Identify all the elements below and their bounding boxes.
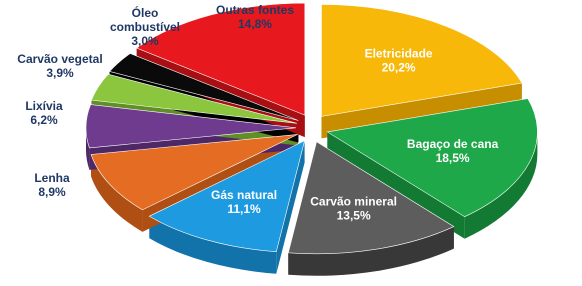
label-eletricidade: Eletricidade 20,2% [364, 46, 433, 75]
label-carvao-vegetal: Carvão vegetal 3,9% [17, 52, 103, 80]
label-lixivia: Lixívia 6,2% [25, 99, 63, 127]
label-lenha: Lenha 8,9% [34, 171, 70, 199]
label-bagaco-de-cana: Bagaço de cana 18,5% [406, 136, 499, 165]
label-gas-natural: Gás natural 11,1% [211, 188, 278, 217]
label-carvao-mineral: Carvão mineral 13,5% [310, 194, 397, 223]
label-outras-fontes: Outras fontes 14,8% [215, 3, 295, 31]
label-oleo-combustivel: Óleo combustível 3,0% [109, 6, 181, 48]
